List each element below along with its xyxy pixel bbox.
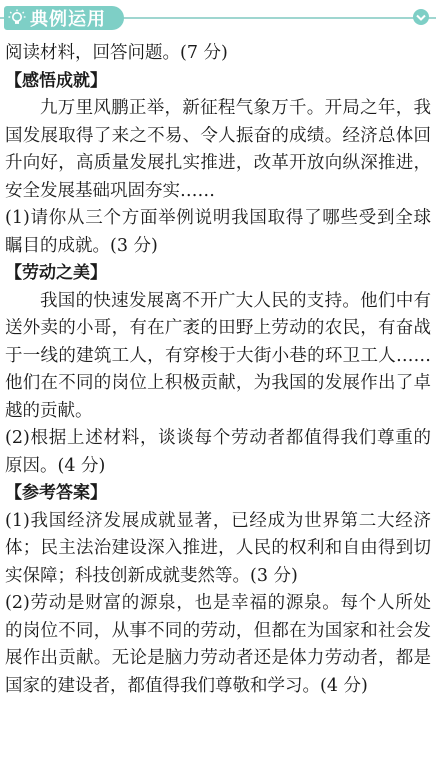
section-title-achievements: 【感悟成就】 — [5, 70, 107, 91]
question-2: (2)根据上述材料，谈谈每个劳动者都值得我们尊重的原因。(4 分) — [5, 428, 431, 476]
passage-labor: 我国的快速发展离不开广大人民的支持。他们中有送外卖的小哥，有在广袤的田野上劳动的农民，有奋战于一线的建筑工人，有穿梭于大街小巷的环卫工人……他们在不同的岗位上积极贡献，为我国的发展作出了卓越的贡献。 — [5, 290, 431, 421]
section-title-answer: 【参考答案】 — [5, 483, 107, 503]
banner-tab — [4, 6, 124, 30]
answer-2: (2)劳动是财富的源泉，也是幸福的源泉。每个人所处的岗位不同，从事不同的劳动，但都在为国家和社会发展作出贡献。无论是脑力劳动者还是体力劳动者，都是国家的建设者，都值得我们尊敬和学习。(4 分) — [5, 593, 431, 696]
passage-achievements: 九万里风鹏正举，新征程气象万千。开局之年，我国发展取得了来之不易、令人振奋的成绩。经济总体回升向好，高质量发展扎实推进，改革开放向纵深推进，安全发展基础巩固夯实…… — [5, 98, 431, 201]
section-banner — [0, 0, 436, 38]
intro-text: 阅读材料，回答问题。(7 分) — [5, 43, 228, 63]
banner-title: 典例运用 — [30, 9, 106, 30]
chevron-down-icon — [412, 8, 430, 26]
lamp-icon — [4, 6, 30, 30]
question-1: (1)请你从三个方面举例说明我国取得了哪些受到全球瞩目的成就。(3 分) — [5, 208, 431, 256]
section-title-labor: 【劳动之美】 — [5, 263, 107, 283]
content — [5, 40, 431, 700]
answer-1: (1)我国经济发展成就显著，已经成为世界第二大经济体；民主法治建设深入推进，人民的权利和自由得到切实保障；科技创新成就斐然等。(3 分) — [5, 510, 431, 586]
